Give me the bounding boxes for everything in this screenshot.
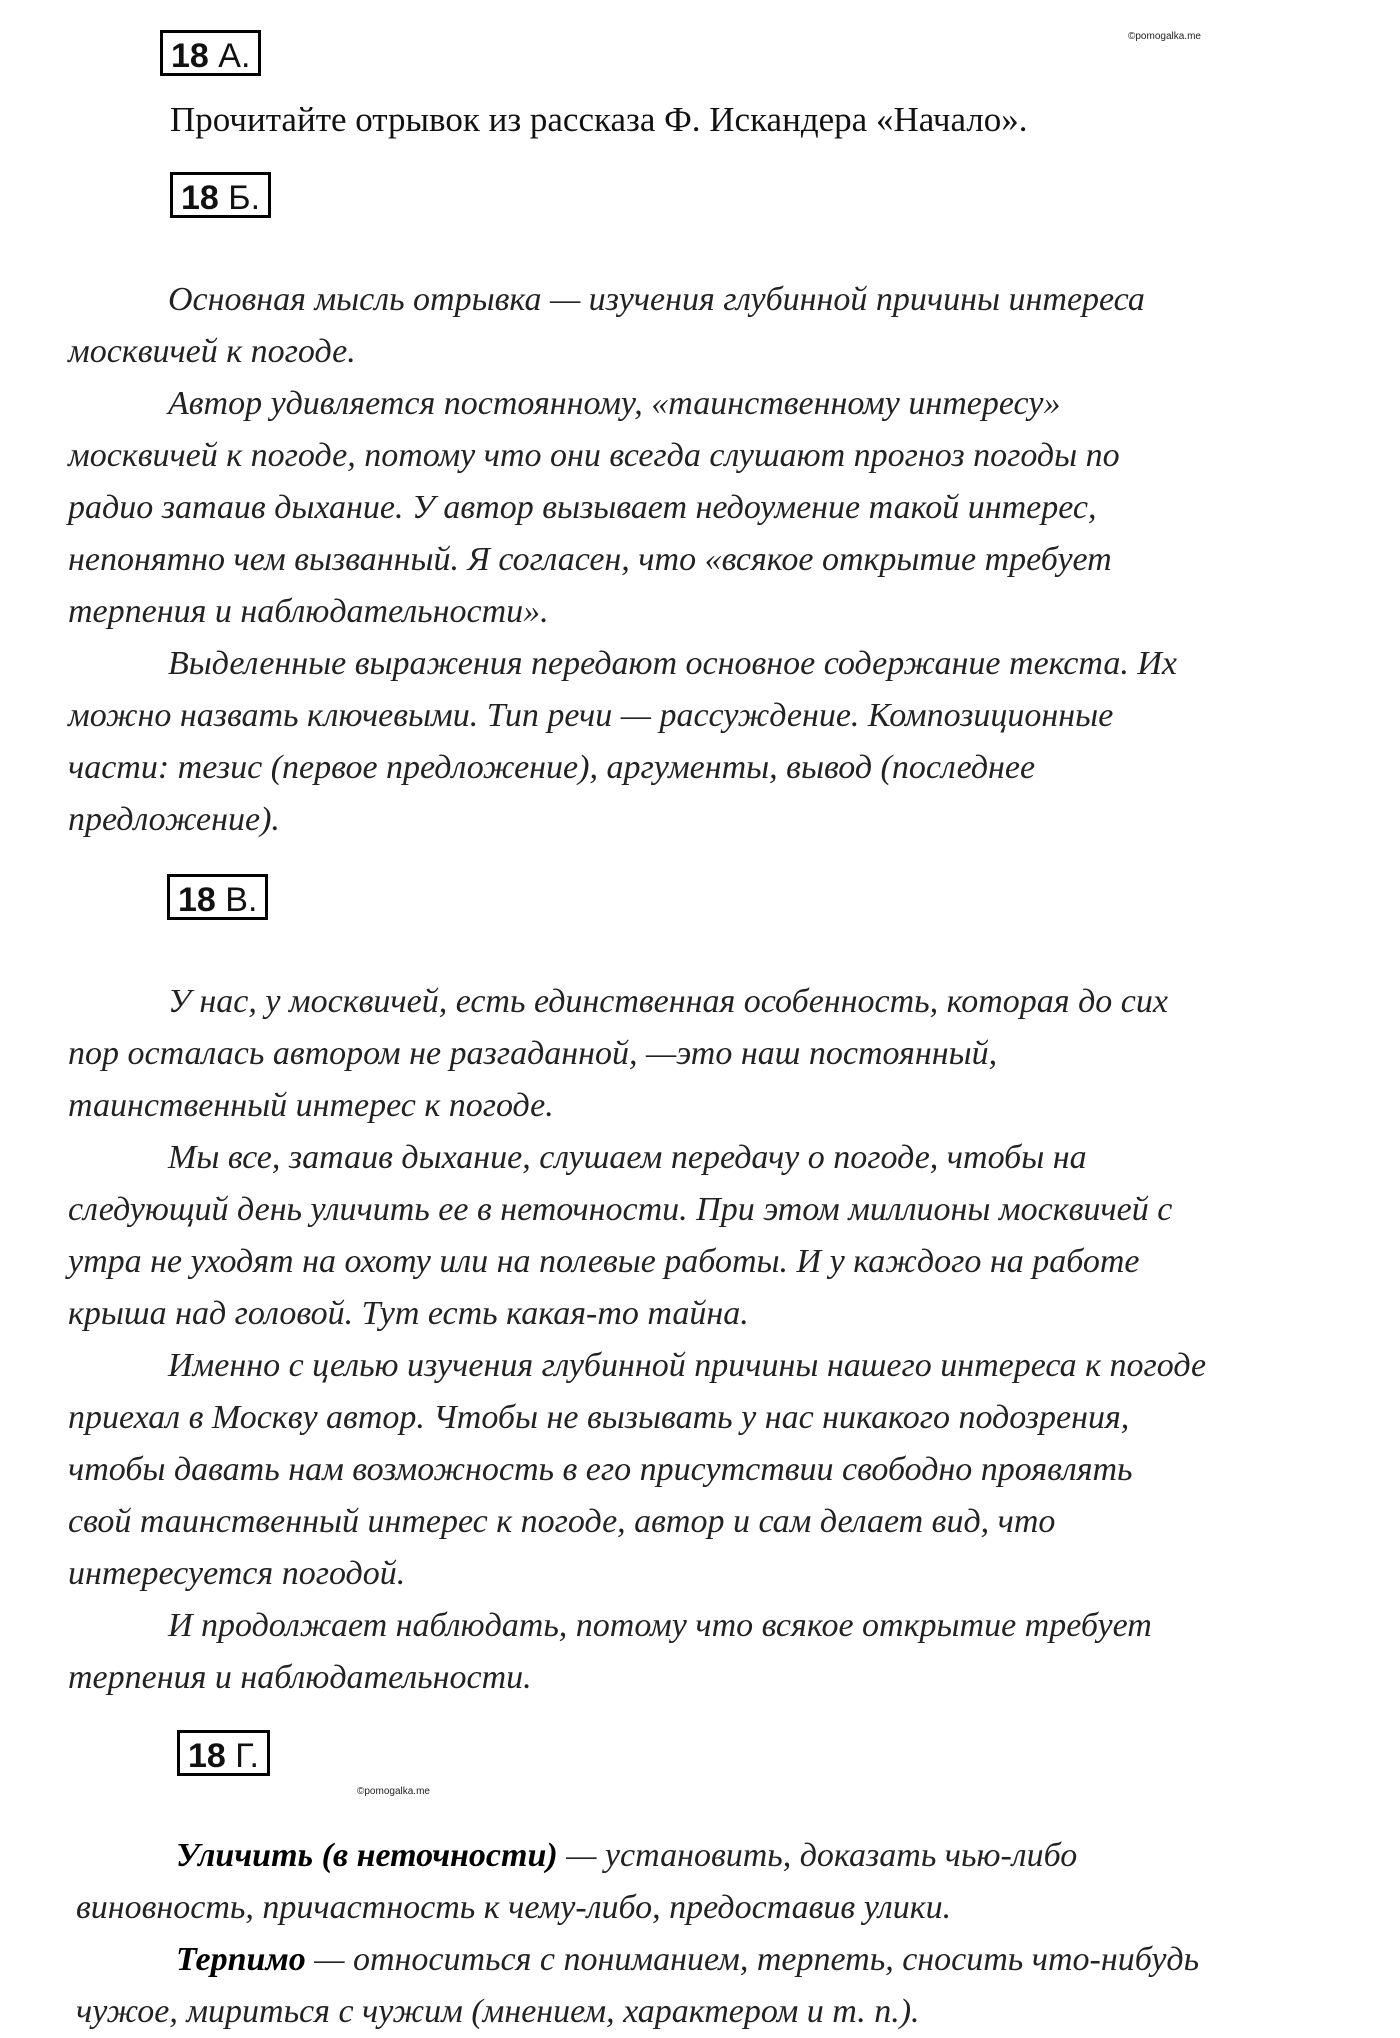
definition-term: Уличить (в неточности) [176,1837,558,1874]
definition-line: чужое, мириться с чужим (мнением, характером и т. п.). [76,1993,920,2030]
text-line: непонятно чем вызванный. Я согласен, что «всякое открытие требует [68,541,1112,578]
text-line: утра не уходят на охоту или на полевые работы. И у каждого на работе [68,1243,1140,1280]
watermark: ©pomogalka.me [1128,31,1201,42]
section-letter: А. [218,37,251,75]
text-line: интересуется погодой. [68,1555,406,1592]
definition-line: виновность, причастность к чему-либо, предоставив улики. [76,1889,952,1926]
text-line: радио затаив дыхание. У автор вызывает недоумение такой интерес, [68,489,1097,526]
text-line: приехал в Москву автор. Чтобы не вызывать у нас никакого подозрения, [68,1399,1130,1436]
definition-text: — установить, доказать чью-либо [557,1837,1078,1874]
watermark: ©pomogalka.me [357,1786,430,1797]
section-label-18a [160,30,261,76]
text-line: пор осталась автором не разгаданной, —это наш постоянный, [68,1035,998,1072]
text-line: терпения и наблюдательности. [68,1659,532,1696]
text-line: Именно с целью изучения глубинной причины нашего интереса к погоде [168,1347,1207,1384]
section-number: 18 [171,37,209,75]
text-line: Автор удивляется постоянному, «таинственному интересу» [168,385,1061,422]
section-number: 18 [178,881,216,919]
definition-line [76,1934,1376,1986]
section-label-18v [167,874,268,920]
section-label-18b [170,172,271,218]
text-line: терпения и наблюдательности». [68,593,549,630]
section-v-text [68,976,1368,1704]
text-line: чтобы давать нам возможность в его присутствии свободно проявлять [68,1451,1133,1488]
intro-text: Прочитайте отрывок из рассказа Ф. Искандера «Начало». [170,100,1028,139]
section-g-definitions [76,1830,1376,2038]
text-line: У нас, у москвичей, есть единственная особенность, которая до сих [168,983,1168,1020]
text-line: свой таинственный интерес к погоде, автор и сам делает вид, что [68,1503,1056,1540]
section-letter: В. [225,881,258,919]
text-line: москвичей к погоде, потому что они всегда слушают прогноз погоды по [68,437,1120,474]
text-line: предложение). [68,801,280,838]
section-letter: Г. [235,1737,259,1775]
text-line: можно назвать ключевыми. Тип речи — рассуждение. Композиционные [68,697,1114,734]
section-letter: Б. [228,179,261,217]
definition-line [76,1830,1376,1882]
section-number: 18 [181,179,219,217]
definition-text: — относиться с пониманием, терпеть, сносить что-нибудь [305,1941,1200,1978]
text-line: крыша над головой. Тут есть какая-то тайна. [68,1295,749,1332]
section-b-text [68,274,1368,846]
text-line: части: тезис (первое предложение), аргументы, вывод (последнее [68,749,1036,786]
text-line: следующий день уличить ее в неточности. При этом миллионы москвичей с [68,1191,1173,1228]
text-line: таинственный интерес к погоде. [68,1087,554,1124]
text-line: И продолжает наблюдать, потому что всякое открытие требует [168,1607,1152,1644]
section-number: 18 [188,1737,226,1775]
text-line: Основная мысль отрывка — изучения глубинной причины интереса [168,281,1145,318]
text-line: Выделенные выражения передают основное содержание текста. Их [168,645,1177,682]
section-label-18g [177,1730,270,1776]
definition-term: Терпимо [176,1941,306,1978]
text-line: Мы все, затаив дыхание, слушаем передачу о погоде, чтобы на [168,1139,1087,1176]
text-line: москвичей к погоде. [68,333,356,370]
